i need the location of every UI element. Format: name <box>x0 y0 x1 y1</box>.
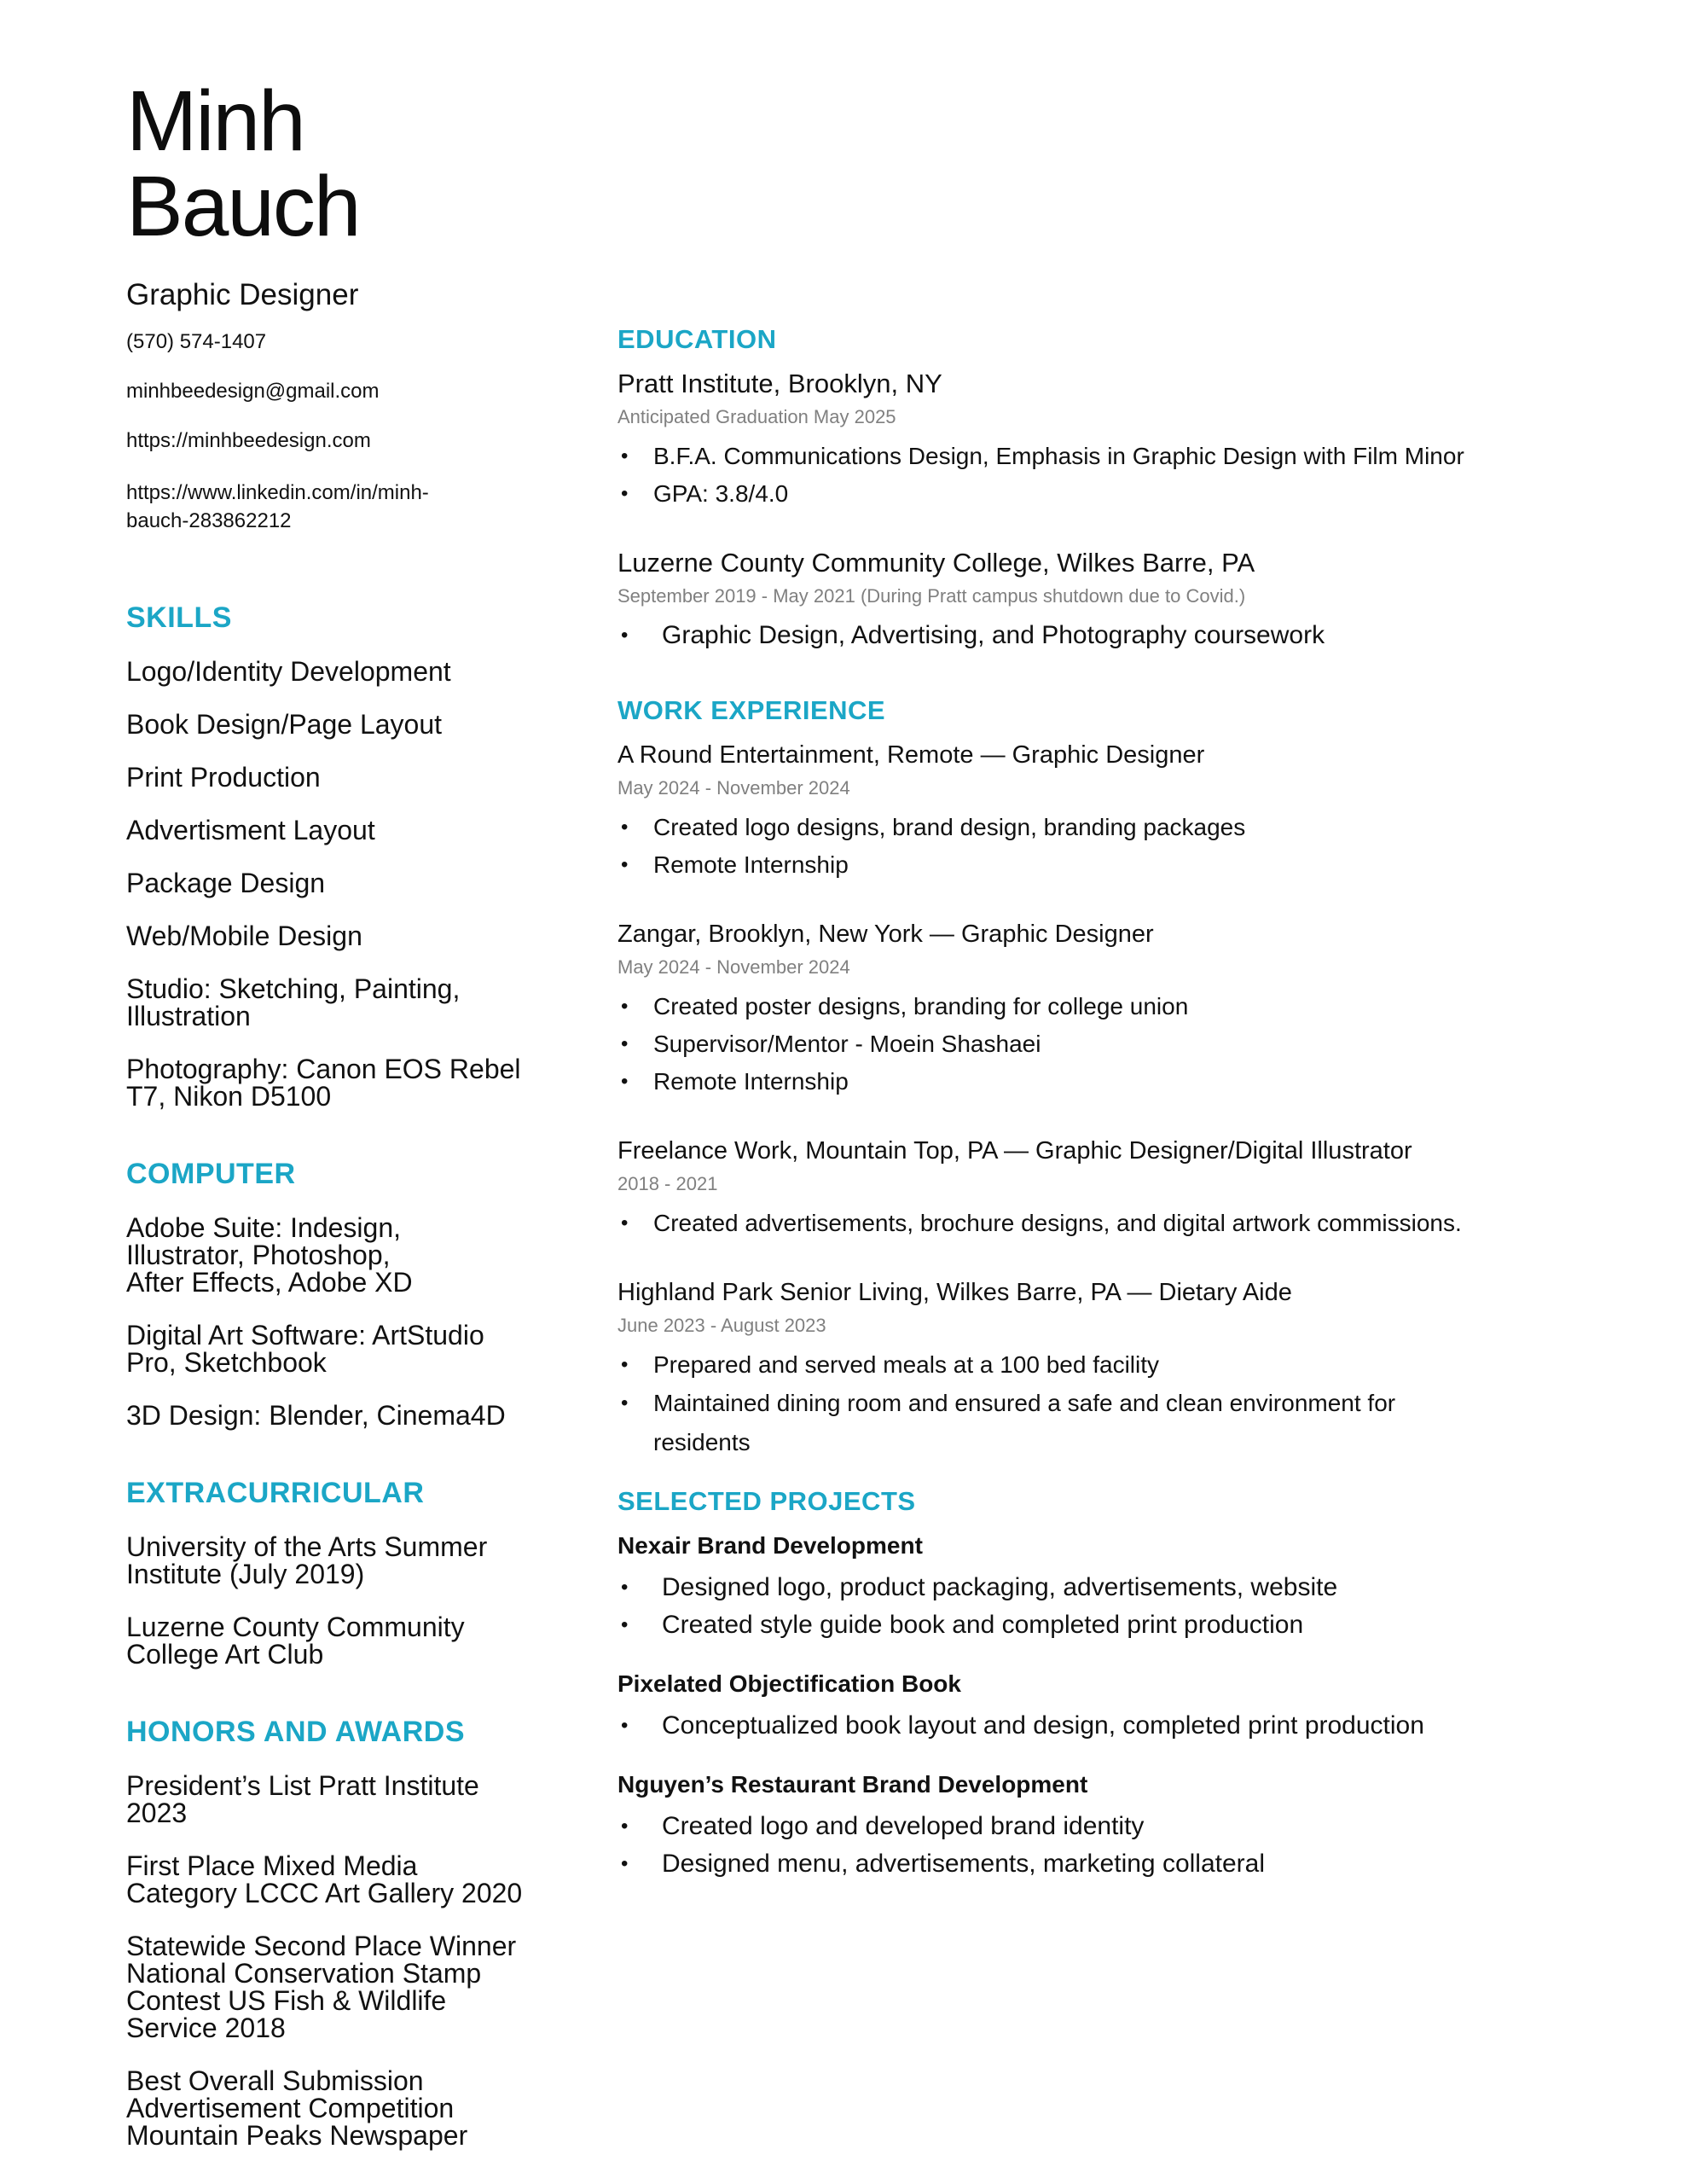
skill-item: Package Design <box>126 868 326 898</box>
work-bullets <box>617 809 1598 884</box>
email-address: minhbeedesign@gmail.com <box>126 380 380 403</box>
left-column <box>126 73 553 2175</box>
work-entry <box>617 1136 1598 1242</box>
education-date: September 2019 - May 2021 (During Pratt campus shutdown due to Covid.) <box>617 585 1246 607</box>
work-title: Highland Park Senior Living, Wilkes Barre, PA — Dietary Aide <box>617 1279 1292 1306</box>
honors-item: President’s List Pratt Institute 2023 <box>126 1770 479 1828</box>
education-heading: EDUCATION <box>617 324 777 354</box>
work-title: A Round Entertainment, Remote — Graphic Designer <box>617 741 1205 769</box>
phone-number: (570) 574-1407 <box>126 330 267 353</box>
linkedin-line-2: bauch-283862212 <box>126 509 292 532</box>
project-title: Nguyen’s Restaurant Brand Development <box>617 1771 1088 1798</box>
project-bullets <box>617 1707 1598 1745</box>
project-bullets <box>617 1808 1598 1883</box>
candidate-name: Minh Bauch <box>126 73 360 254</box>
candidate-role: Graphic Designer <box>126 278 359 311</box>
work-date: May 2024 - November 2024 <box>617 777 850 799</box>
bullet-item: • Designed menu, advertisements, marketing collateral <box>617 1845 1598 1883</box>
work-bullets <box>617 1205 1598 1242</box>
skill-item: Studio: Sketching, Painting, Illustration <box>126 973 461 1031</box>
skill-item: Book Design/Page Layout <box>126 709 443 740</box>
linkedin-line-1: https://www.linkedin.com/in/minh- <box>126 481 429 504</box>
bullet-item: • Remote Internship <box>617 1063 1598 1101</box>
bullet-item: • B.F.A. Communications Design, Emphasis in Graphic Design with Film Minor <box>617 438 1598 475</box>
bullet-item: • Supervisor/Mentor - Moein Shashaei <box>617 1025 1598 1063</box>
bullet-item: • Graphic Design, Advertising, and Photography coursework <box>617 617 1598 654</box>
skill-item: Advertisment Layout <box>126 815 375 845</box>
right-column <box>617 326 1598 1908</box>
skill-item: Web/Mobile Design <box>126 921 362 951</box>
honors-list <box>126 1772 553 2149</box>
website-link: https://minhbeedesign.com <box>126 429 371 452</box>
education-entry <box>617 549 1598 654</box>
education-bullets <box>617 617 1598 654</box>
bullet-item: • Remote Internship <box>617 846 1598 884</box>
work-title: Freelance Work, Mountain Top, PA — Graphic Designer/Digital Illustrator <box>617 1137 1412 1165</box>
education-date: Anticipated Graduation May 2025 <box>617 406 896 427</box>
education-title: Pratt Institute, Brooklyn, NY <box>617 369 942 398</box>
work-date: May 2024 - November 2024 <box>617 956 850 978</box>
skill-item: Print Production <box>126 762 321 793</box>
honors-item: First Place Mixed Media Category LCCC Art Gallery 2020 <box>126 1850 523 1908</box>
skills-list <box>126 658 553 1110</box>
projects-heading: SELECTED PROJECTS <box>617 1486 916 1516</box>
project-entry <box>617 1770 1598 1883</box>
education-entry <box>617 369 1598 513</box>
contact-info <box>126 330 553 535</box>
computer-item: Adobe Suite: Indesign, Illustrator, Photoshop, After Effects, Adobe XD <box>126 1212 413 1298</box>
bullet-item: • Created poster designs, branding for college union <box>617 988 1598 1025</box>
work-entry <box>617 920 1598 1101</box>
honors-heading: HONORS AND AWARDS <box>126 1716 465 1748</box>
work-date: 2018 - 2021 <box>617 1173 718 1194</box>
skills-heading: SKILLS <box>126 601 232 634</box>
bullet-item: • Created style guide book and completed print production <box>617 1606 1598 1644</box>
project-bullets <box>617 1569 1598 1644</box>
project-entry <box>617 1670 1598 1745</box>
extracurricular-item: Luzerne County Community College Art Club <box>126 1612 465 1670</box>
linkedin-link <box>126 479 553 535</box>
bullet-item: • Created logo and developed brand identity <box>617 1808 1598 1845</box>
computer-heading: COMPUTER <box>126 1158 296 1190</box>
work-title: Zangar, Brooklyn, New York — Graphic Designer <box>617 921 1154 948</box>
bullet-item: • Conceptualized book layout and design, completed print production <box>617 1707 1598 1745</box>
honors-item: Statewide Second Place Winner National Conservation Stamp Contest US Fish & Wildlife Service 2018 <box>126 1931 517 2043</box>
bullet-item: • Prepared and served meals at a 100 bed facility <box>617 1346 1470 1384</box>
project-entry <box>617 1531 1598 1644</box>
work-bullets <box>617 1346 1470 1462</box>
bullet-item: • Designed logo, product packaging, advertisements, website <box>617 1569 1598 1606</box>
bullet-item: • Created logo designs, brand design, branding packages <box>617 809 1598 846</box>
work-date: June 2023 - August 2023 <box>617 1315 826 1336</box>
honors-item: Best Overall Submission Advertisement Competition Mountain Peaks Newspaper <box>126 2065 468 2151</box>
extracurricular-list <box>126 1533 553 1668</box>
project-title: Pixelated Objectification Book <box>617 1670 961 1697</box>
computer-item: 3D Design: Blender, Cinema4D <box>126 1400 506 1431</box>
skill-item: Logo/Identity Development <box>126 656 451 687</box>
bullet-item: • GPA: 3.8/4.0 <box>617 475 1598 513</box>
education-title: Luzerne County Community College, Wilkes Barre, PA <box>617 548 1255 578</box>
education-bullets <box>617 438 1598 513</box>
work-entry <box>617 1278 1598 1462</box>
project-title: Nexair Brand Development <box>617 1532 923 1559</box>
computer-item: Digital Art Software: ArtStudio Pro, Sketchbook <box>126 1320 484 1378</box>
extracurricular-heading: EXTRACURRICULAR <box>126 1477 425 1509</box>
bullet-item: • Maintained dining room and ensured a safe and clean environment for residents <box>617 1384 1470 1462</box>
bullet-item: • Created advertisements, brochure designs, and digital artwork commissions. <box>617 1205 1598 1242</box>
work-heading: WORK EXPERIENCE <box>617 695 886 725</box>
work-bullets <box>617 988 1598 1101</box>
skill-item: Photography: Canon EOS Rebel T7, Nikon D5100 <box>126 1054 521 1112</box>
extracurricular-item: University of the Arts Summer Institute (July 2019) <box>126 1531 488 1589</box>
computer-list <box>126 1214 553 1429</box>
work-entry <box>617 741 1598 884</box>
